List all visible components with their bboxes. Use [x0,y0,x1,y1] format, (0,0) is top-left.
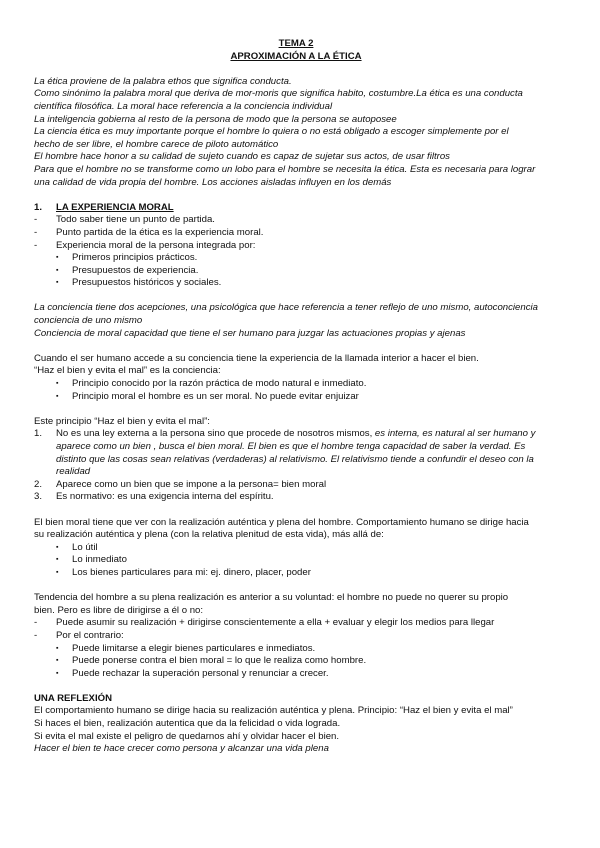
dash-item-text: Por el contrario: [56,629,124,641]
bullet-item [34,542,558,555]
numbered-item-continued [34,441,558,454]
section-number: 1. [34,201,43,213]
bullet-item [34,554,558,567]
bullet-item [34,378,558,391]
item-number [34,466,56,479]
square-bullet-icon: ▪ [56,556,59,564]
bullet-text: Lo útil [72,541,98,553]
dash-item [34,617,558,630]
item-number: 3. [34,491,43,503]
dash-marker: - [34,214,38,226]
conciencia-line: La conciencia tiene dos acepciones, una psicológica que hace referencia a tener reflejo de uno mismo, autoconciencia [34,302,538,314]
bullet-item [34,668,558,681]
conciencia-paragraph [34,302,558,340]
numbered-item [34,428,558,441]
spacer [34,290,558,303]
reflexion-line: Si haces el bien, realización autentica que da la felicidad o vida lograda. [34,718,341,730]
dash-item-text: Todo saber tiene un punto de partida. [56,214,215,226]
section-title: LA EXPERIENCIA MORAL [56,201,174,213]
spacer [34,189,558,202]
tendencia-line: Tendencia del hombre a su plena realización es anterior a su voluntad: el hombre no puede no querer su propio [34,592,509,604]
bullet-item [34,391,558,404]
intro-line: El hombre hace honor a su calidad de sujeto cuando es capaz de sujetar sus actos, de usar filtros [34,151,450,163]
square-bullet-icon: ▪ [56,380,59,388]
dash-marker: - [34,226,38,238]
spacer [34,340,558,353]
bullet-item [34,252,558,265]
bullet-item [34,265,558,278]
bullet-item [34,277,558,290]
conciencia-line: conciencia de uno mismo [34,315,143,327]
item-text-italic: aparece como un bien , busca el bien moral. El bien es que el hombre tenga capacidad de saber la verdad. Es [56,441,526,452]
item-text: No es una ley externa a la persona sino que procede de nosotros mismos, [56,428,375,440]
item-text: Es normativo: es una exigencia interna del espíritu. [56,491,274,503]
dash-marker: - [34,629,38,641]
bullet-text: Puede limitarse a elegir bienes particulares e inmediatos. [72,642,316,654]
dash-item [34,240,558,253]
bullet-text: Puede rechazar la superación personal y renunciar a crecer. [72,667,329,679]
tendencia-line: bien. Pero es libre de dirigirse a él o no: [34,604,204,616]
numbered-item-continued [34,454,558,467]
item-text-italic: distinto que las cosas sean relativas (verdaderas) al relativismo. El relativismo tiende a confundir el deseo con la [56,453,534,465]
intro-line: La inteligencia gobierna al resto de la persona de modo que la persona se autoposee [34,113,397,125]
item-number [34,454,56,467]
item-text-italic: realidad [56,466,91,478]
dash-marker: - [34,239,38,251]
square-bullet-icon: ▪ [56,266,59,274]
bullet-text: Presupuestos de experiencia. [72,264,199,276]
bullet-text: Puede ponerse contra el bien moral = lo que le realiza como hombre. [72,655,367,667]
bien-moral-line: El bien moral tiene que ver con la realización auténtica y plena del hombre. Comportamiento humano se dirige hacia [34,516,529,528]
intro-line: Como sinónimo la palabra moral que deriva de mor-moris que significa habito, costumbre.La ética es una conducta [34,88,523,100]
topic-number: TEMA 2 [278,38,314,49]
reflexion-heading: UNA REFLEXIÓN [34,692,112,704]
square-bullet-icon: ▪ [56,644,59,652]
item-text-italic: es interna, es natural al ser humano y [374,428,536,440]
bullet-text: Lo inmediato [72,554,127,566]
square-bullet-icon: ▪ [56,669,59,677]
intro-paragraph [34,76,558,189]
numbered-item [34,479,558,492]
item-text: Aparece como un bien que se impone a la persona= bien moral [56,478,327,490]
dash-item-text: Punto partida de la ética es la experiencia moral. [56,226,264,238]
spacer [34,403,558,416]
square-bullet-icon: ▪ [56,568,59,576]
dash-item [34,227,558,240]
intro-line: Para que el hombre no se transforme como un lobo para el hombre se necesita la ética. Esta es necesaria para lograr [34,163,536,175]
intro-line: científica filosófica. La moral hace referencia a la conciencia individual [34,100,333,112]
conciencia-line: Conciencia de moral capacidad que tiene el ser humano para juzgar las actuaciones propias y ajenas [34,327,466,339]
dash-item [34,214,558,227]
bullet-text: Principio conocido por la razón práctica de modo natural e inmediato. [72,378,367,390]
spacer [34,504,558,517]
bullet-item [34,567,558,580]
bullet-text: Presupuestos históricos y sociales. [72,277,222,289]
bullet-text: Principio moral el hombre es un ser moral. No puede evitar enjuizar [72,390,359,402]
dash-item [34,630,558,643]
intro-line: La ética proviene de la palabra ethos que significa conducta. [34,75,292,87]
bullet-text: Primeros principios prácticos. [72,252,198,264]
spacer [34,580,558,593]
spacer [34,63,558,76]
document-title: APROXIMACIÓN A LA ÉTICA [230,50,362,62]
reflexion-line: El comportamiento humano se dirige hacia su realización auténtica y plena. Principio: “Haz el bien y evita el mal” [34,705,513,717]
numbered-item-continued [34,466,558,479]
spacer [34,680,558,693]
square-bullet-icon: ▪ [56,254,59,262]
bullet-item [34,655,558,668]
item-number [34,441,56,454]
acceso-line: Cuando el ser humano accede a su conciencia tiene la experiencia de la llamada interior a hacer el bien. [34,352,479,364]
item-number: 2. [34,478,43,490]
square-bullet-icon: ▪ [56,657,59,665]
dash-marker: - [34,617,38,629]
reflexion-closing: Hacer el bien te hace crecer como persona y alcanzar una vida plena [34,743,329,755]
acceso-line: “Haz el bien y evita el mal” es la conciencia: [34,365,221,377]
bullet-text: Los bienes particulares para mi: ej. dinero, placer, poder [72,566,311,578]
intro-line: La ciencia ética es muy importante porque el hombre lo quiera o no está obligado a escoger simplemente por el [34,126,509,138]
intro-line: una calidad de vida propia del hombre. Los acciones aisladas influyen en los demás [34,176,392,188]
dash-item-text: Experiencia moral de la persona integrada por: [56,239,256,251]
reflexion-line: Si evita el mal existe el peligro de quedarnos ahí y olvidar hacer el bien. [34,730,340,742]
principio-intro: Este principio “Haz el bien y evita el mal”: [34,415,210,427]
section-heading [34,202,558,215]
bullet-item [34,643,558,656]
bien-moral-line: su realización auténtica y plena (con la relativa plenitud de esta vida), más allá de: [34,529,384,541]
square-bullet-icon: ▪ [56,543,59,551]
numbered-item [34,491,558,504]
item-number: 1. [34,428,43,440]
square-bullet-icon: ▪ [56,392,59,400]
dash-item-text: Puede asumir su realización + dirigirse conscientemente a ella + evaluar y elegir los medios para llegar [56,617,495,629]
square-bullet-icon: ▪ [56,279,59,287]
intro-line: hecho de ser libre, el hombre carece de piloto automático [34,138,279,150]
